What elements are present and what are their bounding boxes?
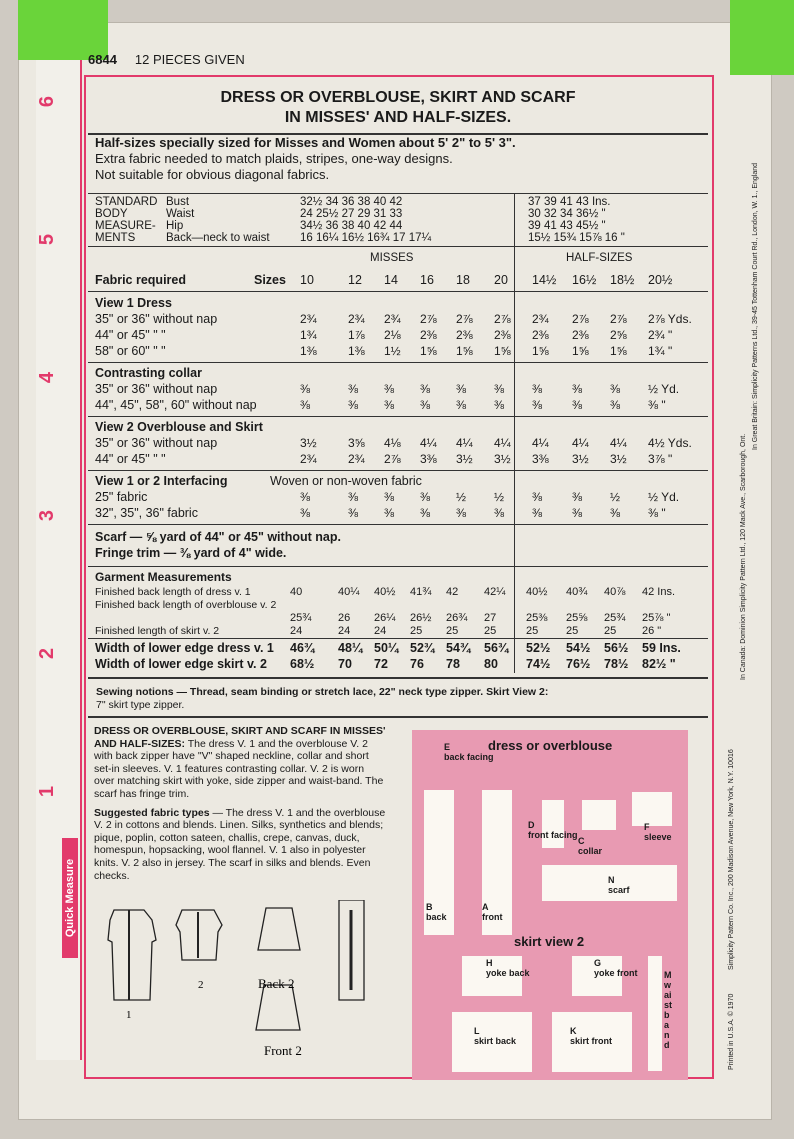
- piece-L-label: L skirt back: [474, 1026, 517, 1046]
- table-cell: ⅜: [456, 382, 467, 396]
- table-cell: Bust: [166, 196, 190, 208]
- sizes-label: Sizes: [254, 273, 286, 287]
- section-head-2: Woven or non-woven fabric: [270, 474, 422, 488]
- table-cell: ⅜: [532, 506, 543, 520]
- table-cell: ⅜: [348, 382, 359, 396]
- table-cell: ½: [456, 490, 467, 504]
- piece-A-label: A front: [482, 902, 503, 922]
- table-cell: MISSES: [370, 252, 414, 264]
- row-label: 44" or 45" " ": [95, 328, 166, 342]
- table-cell: 40¾: [566, 586, 588, 598]
- table-cell: ½: [494, 490, 505, 504]
- table-cell: 25⅞ ": [642, 612, 671, 624]
- table-cell: ⅜: [420, 398, 431, 412]
- table-cell: 4½ Yds.: [648, 436, 692, 450]
- table-cell: 30 32 34 36½ ": [528, 208, 606, 220]
- table-cell: STANDARD: [95, 196, 158, 208]
- table-cell: 1⅝: [420, 344, 437, 358]
- table-cell: 80: [484, 657, 498, 671]
- table-cell: 2⅞ Yds.: [648, 312, 692, 326]
- table-cell: 2⅜: [420, 328, 437, 342]
- table-cell: 2⅞: [494, 312, 511, 326]
- piece-sleeve: [632, 792, 672, 826]
- section-head: Contrasting collar: [95, 366, 202, 380]
- table-cell: 1⅞: [348, 328, 365, 342]
- piece-E-label: E back facing: [444, 742, 494, 762]
- table-cell: 40: [290, 586, 303, 598]
- table-cell: HALF-SIZES: [566, 252, 633, 264]
- piece-M-label: M waistband: [664, 970, 673, 1050]
- skirt-layout-title: skirt view 2: [514, 934, 585, 949]
- table-cell: 68½: [290, 657, 315, 671]
- dress-layout-title: dress or overblouse: [488, 738, 613, 753]
- table-cell: 25: [410, 625, 423, 637]
- table-cell: 70: [338, 657, 352, 671]
- row-label: 58" or 60" " ": [95, 344, 166, 358]
- tape-top-left: [18, 0, 108, 60]
- piece-H-label: H yoke back: [486, 958, 530, 978]
- size-header: 18½: [610, 273, 635, 287]
- table-cell: ⅜: [572, 506, 583, 520]
- row-label: Width of lower edge skirt v. 2: [95, 657, 267, 671]
- table-cell: ⅜: [300, 382, 311, 396]
- table-cell: ⅜: [300, 490, 311, 504]
- table-cell: 3½: [494, 452, 511, 466]
- divider: [88, 524, 708, 525]
- side-print: Simplicity Pattern Co. Inc., 200 Madison Avenue, New York, N.Y. 10016: [728, 749, 735, 970]
- table-cell: ⅜: [494, 398, 505, 412]
- divider: [88, 677, 708, 679]
- table-cell: ⅜: [384, 382, 395, 396]
- table-cell: 2⅞: [572, 312, 589, 326]
- table-cell: Hip: [166, 220, 184, 232]
- piece-collar: [582, 800, 616, 830]
- table-cell: 25: [484, 625, 497, 637]
- table-cell: 3½: [456, 452, 473, 466]
- table-cell: 1⅝: [456, 344, 473, 358]
- view-sketches: [94, 900, 394, 1070]
- divider: [88, 638, 708, 639]
- size-header: 14: [384, 273, 398, 287]
- table-cell: ⅜ ": [648, 506, 666, 520]
- table-cell: 46¾: [290, 641, 315, 655]
- table-cell: 2¾: [384, 312, 401, 326]
- table-cell: 56¾: [484, 641, 509, 655]
- ruler-number: 1: [36, 785, 59, 798]
- ruler-number: 6: [36, 95, 59, 108]
- table-cell: 42 Ins.: [642, 586, 676, 598]
- table-cell: 1¾ ": [648, 344, 673, 358]
- table-cell: 4¼: [572, 436, 589, 450]
- title-line-1: DRESS OR OVERBLOUSE, SKIRT AND SCARF: [220, 89, 576, 106]
- table-cell: 72: [374, 657, 388, 671]
- table-cell: 41¾: [410, 586, 432, 598]
- table-cell: 3⅜: [532, 452, 549, 466]
- pattern-header: [88, 52, 245, 67]
- table-cell: 1¾: [300, 328, 317, 342]
- table-cell: ⅜: [494, 506, 505, 520]
- table-cell: 2⅜: [456, 328, 473, 342]
- table-cell: ⅜: [300, 506, 311, 520]
- table-cell: 3½: [610, 452, 627, 466]
- table-cell: 1½: [384, 344, 401, 358]
- divider: [88, 716, 708, 718]
- row-label: 44" or 45" " ": [95, 452, 166, 466]
- table-cell: ⅜: [384, 490, 395, 504]
- quick-measure-ruler: [36, 60, 82, 1060]
- size-header: 18: [456, 273, 470, 287]
- table-cell: 3⅝: [348, 436, 365, 450]
- table-cell: BODY: [95, 208, 128, 220]
- table-cell: 78½: [604, 657, 629, 671]
- table-cell: 2¾: [348, 452, 365, 466]
- table-cell: 52½: [526, 641, 551, 655]
- intro-line: Not suitable for obvious diagonal fabrics.: [95, 167, 330, 182]
- table-cell: 37 39 41 43 Ins.: [528, 196, 611, 208]
- table-cell: ⅜: [420, 490, 431, 504]
- intro-text: [95, 135, 516, 183]
- table-cell: 52¾: [410, 641, 435, 655]
- table-cell: 2⅝: [610, 328, 627, 342]
- table-cell: ⅜: [348, 490, 359, 504]
- piece-G-label: G yoke front: [594, 958, 638, 978]
- table-cell: ⅜: [420, 382, 431, 396]
- table-cell: 25: [526, 625, 539, 637]
- table-cell: 26 ": [642, 625, 662, 637]
- table-cell: 1⅜: [300, 344, 317, 358]
- sketch-skirt-front: [256, 985, 300, 1030]
- table-cell: 26¾: [446, 612, 468, 624]
- row-label: 32", 35", 36" fabric: [95, 506, 198, 520]
- table-cell: 2⅜: [494, 328, 511, 342]
- row-label: 35" or 36" without nap: [95, 312, 218, 326]
- table-cell: 26: [338, 612, 351, 624]
- table-cell: ⅜: [420, 506, 431, 520]
- scarf-note: Scarf — ⅝ yard of 44" or 45" without nap.: [95, 530, 341, 544]
- row-label: 35" or 36" without nap: [95, 382, 218, 396]
- table-cell: 1⅝: [610, 344, 627, 358]
- table-cell: 76½: [566, 657, 591, 671]
- table-cell: 4¼: [532, 436, 549, 450]
- table-cell: 39 41 43 45½ ": [528, 220, 606, 232]
- table-cell: 2¾: [300, 312, 317, 326]
- table-cell: 24: [374, 625, 387, 637]
- row-label: 35" or 36" without nap: [95, 436, 218, 450]
- table-cell: 40½: [526, 586, 548, 598]
- piece-D-label: D front facing: [528, 820, 578, 840]
- table-cell: 1⅜: [348, 344, 365, 358]
- table-cell: 25: [566, 625, 579, 637]
- piece-K-label: K skirt front: [570, 1026, 613, 1046]
- table-cell: 2¾: [348, 312, 365, 326]
- page-title: [88, 88, 708, 128]
- table-cell: 25⅜: [526, 612, 548, 624]
- table-cell: 48¼: [338, 641, 363, 655]
- table-cell: MENTS: [95, 232, 136, 244]
- row-label: Width of lower edge dress v. 1: [95, 641, 274, 655]
- table-cell: 54½: [566, 641, 591, 655]
- size-header: 10: [300, 273, 314, 287]
- piece-C-label: C collar: [578, 836, 603, 856]
- table-cell: ⅜: [532, 490, 543, 504]
- table-cell: 1⅝: [572, 344, 589, 358]
- table-cell: 4¼: [610, 436, 627, 450]
- table-cell: 76: [410, 657, 424, 671]
- piece-waistband: [648, 956, 662, 1071]
- table-cell: ⅜: [610, 506, 621, 520]
- table-cell: 26½: [410, 612, 432, 624]
- divider: [88, 566, 708, 567]
- row-label: 25" fabric: [95, 490, 148, 504]
- table-cell: ½: [610, 490, 621, 504]
- table-cell: ⅜: [610, 398, 621, 412]
- garment-head: Garment Measurements: [95, 570, 232, 584]
- table-cell: ⅜: [456, 506, 467, 520]
- row-label: Finished back length of overblouse v. 2: [95, 599, 277, 611]
- size-header: 12: [348, 273, 362, 287]
- table-cell: 2⅞: [610, 312, 627, 326]
- table-cell: 3⅞ ": [648, 452, 673, 466]
- row-label: 44", 45", 58", 60" without nap: [95, 398, 257, 412]
- pattern-number: 6844: [88, 52, 117, 67]
- table-cell: 32½ 34 36 38 40 42: [300, 196, 403, 208]
- table-cell: 25¾: [604, 612, 626, 624]
- table-cell: 4¼: [420, 436, 437, 450]
- divider: [88, 246, 708, 247]
- table-cell: ⅜: [348, 506, 359, 520]
- title-line-2: IN MISSES' AND HALF-SIZES.: [284, 109, 512, 126]
- table-cell: 3⅜: [420, 452, 437, 466]
- cutting-layout: [412, 730, 688, 1080]
- table-cell: ⅜: [532, 382, 543, 396]
- table-cell: 2⅞: [456, 312, 473, 326]
- table-cell: 2⅜: [532, 328, 549, 342]
- table-cell: 40⅞: [604, 586, 626, 598]
- table-cell: ⅜: [384, 398, 395, 412]
- table-cell: 2⅞: [420, 312, 437, 326]
- table-cell: 2¾: [300, 452, 317, 466]
- ruler-number: 2: [36, 647, 59, 660]
- ruler-number: 5: [36, 233, 59, 246]
- table-cell: Waist: [166, 208, 195, 220]
- table-cell: ⅜: [456, 398, 467, 412]
- table-cell: 34½ 36 38 40 42 44: [300, 220, 403, 232]
- table-cell: 82½ ": [642, 657, 676, 671]
- figure-1-label: 1: [126, 1009, 132, 1021]
- table-cell: 40¼: [338, 586, 360, 598]
- table-cell: ⅜: [532, 398, 543, 412]
- size-header: 20½: [648, 273, 673, 287]
- table-cell: 26¼: [374, 612, 396, 624]
- divider: [88, 470, 708, 471]
- table-cell: 59 Ins.: [642, 641, 681, 655]
- table-cell: ⅜: [348, 398, 359, 412]
- size-header: 16½: [572, 273, 597, 287]
- table-cell: 24: [290, 625, 303, 637]
- side-print: In Canada: Dominion Simplicity Pattern Ltd., 120 Mack Ave., Scarborough, Ont.: [740, 433, 747, 680]
- table-cell: 42¼: [484, 586, 506, 598]
- table-cell: ⅜: [610, 382, 621, 396]
- table-cell: 1⅝: [532, 344, 549, 358]
- size-header: 14½: [532, 273, 557, 287]
- divider: [88, 193, 708, 194]
- section-head: View 2 Overblouse and Skirt: [95, 420, 263, 434]
- row-label: Finished back length of dress v. 1: [95, 586, 251, 598]
- table-cell: ⅜: [384, 506, 395, 520]
- table-cell: 3½: [572, 452, 589, 466]
- tape-top-right: [730, 0, 794, 75]
- table-cell: 3½: [300, 436, 317, 450]
- table-cell: 2⅞: [384, 452, 401, 466]
- table-cell: Back—neck to waist: [166, 232, 270, 244]
- table-cell: 2¾ ": [648, 328, 673, 342]
- size-header: 20: [494, 273, 508, 287]
- intro-line: Half-sizes specially sized for Misses and Women about 5' 2" to 5' 3".: [95, 135, 516, 150]
- table-cell: 25: [446, 625, 459, 637]
- pieces-given: 12 PIECES GIVEN: [134, 52, 245, 67]
- piece-B-label: B back: [426, 902, 447, 922]
- fabric-required-label: Fabric required: [95, 273, 186, 287]
- table-cell: ⅜ ": [648, 398, 666, 412]
- column-divider: [514, 193, 515, 673]
- table-cell: 1⅝: [494, 344, 511, 358]
- table-cell: 25¾: [290, 612, 312, 624]
- table-cell: ⅜: [300, 398, 311, 412]
- divider: [88, 416, 708, 417]
- table-cell: ⅜: [572, 398, 583, 412]
- table-cell: 4¼: [494, 436, 511, 450]
- piece-F-label: F sleeve: [644, 822, 672, 842]
- publisher-info: [722, 162, 762, 1070]
- table-cell: 24 25½ 27 29 31 33: [300, 208, 403, 220]
- intro-line: Extra fabric needed to match plaids, stripes, one-way designs.: [95, 151, 453, 166]
- piece-N-label: N scarf: [608, 875, 630, 895]
- table-cell: ⅜: [572, 490, 583, 504]
- table-cell: 40½: [374, 586, 396, 598]
- table-cell: MEASURE-: [95, 220, 156, 232]
- table-cell: 56½: [604, 641, 629, 655]
- table-cell: 27: [484, 612, 497, 624]
- table-cell: 15½ 15¾ 15⅞ 16 ": [528, 232, 625, 244]
- table-cell: 78: [446, 657, 460, 671]
- figure-back-label: Back 2: [258, 976, 295, 991]
- description: DRESS OR OVERBLOUSE, SKIRT AND SCARF IN MISSES' AND HALF-SIZES: The dress V. 1 and the overblouse V. 2 with back zipper have "V" shaped neckline, collar and short set-in sleeves. V. 1 features contrasting collar. V. 2 is worn over matching skirt with yoke, side zipper and waist-band. The scarf has fringe trim. Suggested fabric types — The dress V. 1 and the overblouse V. 2 in cottons and blends. Linen. Silks, synthetics and blends; pique, poplin, cotton sateen, challis, crepe, canvas, duck, homespun, hopsacking, wool flannel. V. 1 also in polyester knits. V. 2 also in jersey. The scarf in silks and blends. Even checks.: [94, 725, 386, 882]
- sewing-notions-2: 7" skirt type zipper.: [96, 699, 185, 711]
- divider: [88, 291, 708, 292]
- sketch-skirt-back: [258, 908, 300, 950]
- sewing-notions: Sewing notions — Thread, seam binding or stretch lace, 22" neck type zipper. Skirt View 2:: [96, 686, 549, 698]
- table-cell: 2⅜: [572, 328, 589, 342]
- table-cell: 25: [604, 625, 617, 637]
- side-print: In Great Britain: Simplicity Patterns Ltd., 39-45 Tottenham Court Rd., London, W. 1., England: [752, 162, 759, 450]
- section-head: View 1 Dress: [95, 296, 172, 310]
- ruler-number: 3: [36, 509, 59, 522]
- size-header: 16: [420, 273, 434, 287]
- table-cell: ⅜: [494, 382, 505, 396]
- figure-2-label: 2: [198, 979, 204, 991]
- divider: [88, 362, 708, 363]
- ruler-number: 4: [36, 371, 59, 384]
- table-cell: 42: [446, 586, 459, 598]
- quick-measure-label: Quick Measure: [62, 838, 78, 958]
- table-cell: 2¾: [532, 312, 549, 326]
- table-cell: ½ Yd.: [648, 382, 680, 396]
- table-cell: 74½: [526, 657, 551, 671]
- table-cell: 2⅛: [384, 328, 401, 342]
- table-cell: ⅜: [572, 382, 583, 396]
- table-cell: ½ Yd.: [648, 490, 680, 504]
- table-cell: 24: [338, 625, 351, 637]
- fringe-note: Fringe trim — ⅜ yard of 4" wide.: [95, 546, 287, 560]
- table-cell: 54¾: [446, 641, 471, 655]
- table-cell: 4⅛: [384, 436, 401, 450]
- table-cell: 25⅝: [566, 612, 588, 624]
- row-label: Finished length of skirt v. 2: [95, 625, 220, 637]
- side-print: Printed in U.S.A. © 1970: [728, 993, 735, 1070]
- figure-front-label: Front 2: [264, 1043, 302, 1058]
- table-cell: 16 16¼ 16½ 16¾ 17 17¼: [300, 232, 432, 244]
- section-head: View 1 or 2 Interfacing: [95, 474, 228, 488]
- table-cell: 4¼: [456, 436, 473, 450]
- sketch-dress: [108, 910, 156, 1000]
- table-cell: 50¼: [374, 641, 399, 655]
